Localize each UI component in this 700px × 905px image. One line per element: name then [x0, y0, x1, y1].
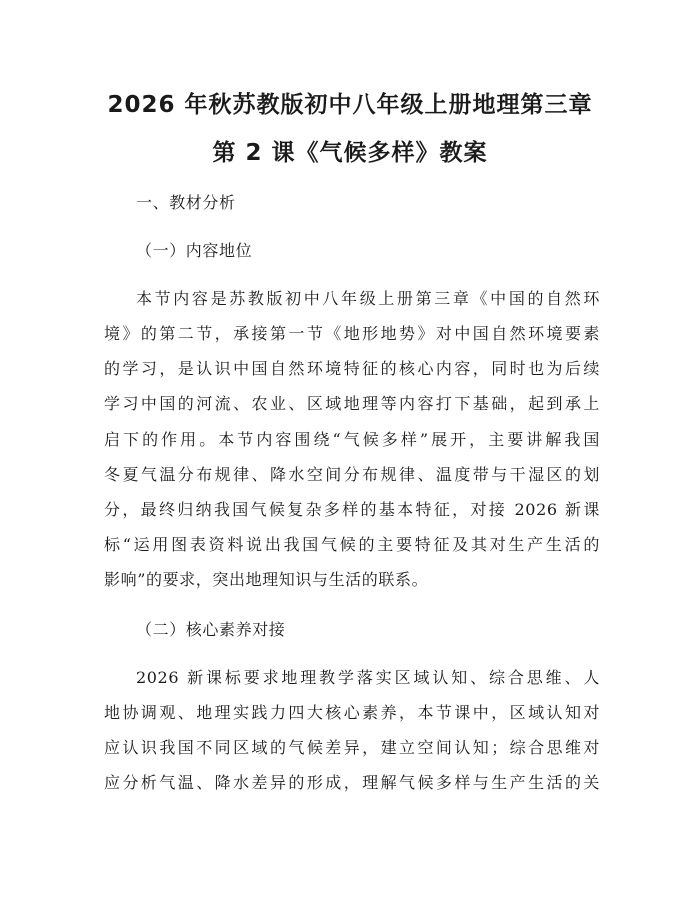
paragraph-line: 的学习，是认识中国自然环境特征的核心内容，同时也为后续 — [104, 359, 600, 378]
paragraph-line: 地协调观、地理实践力四大核心素养，本节课中，区域认知对 — [104, 703, 600, 722]
paragraph-line: 冬夏气温分布规律、降水空间分布规律、温度带与干湿区的划 — [104, 465, 600, 484]
subsection-heading-content-position: （一）内容地位 — [136, 241, 253, 260]
section-heading-textbook-analysis: 一、教材分析 — [136, 193, 236, 212]
subsection-heading-core-literacy: （二）核心素养对接 — [136, 620, 286, 639]
document-title-line2: 第 2 课《气候多样》教案 — [212, 140, 488, 166]
paragraph-line: 分，最终归纳我国气候复杂多样的基本特征，对接 2026 新课 — [104, 500, 600, 519]
document-title-line1: 2026 年秋苏教版初中八年级上册地理第三章 — [107, 92, 593, 118]
paragraph-line: 本节内容是苏教版初中八年级上册第三章《中国的自然环 — [136, 289, 600, 308]
paragraph-line: 境》的第二节，承接第一节《地形地势》对中国自然环境要素 — [104, 324, 600, 343]
paragraph-line: 学习中国的河流、农业、区域地理等内容打下基础，起到承上 — [104, 394, 600, 413]
paragraph-line: 应认识我国不同区域的气候差异，建立空间认知；综合思维对 — [104, 738, 600, 757]
paragraph-line: 启下的作用。本节内容围绕“气候多样”展开，主要讲解我国 — [104, 430, 600, 449]
paragraph-line: 标“运用图表资料说出我国气候的主要特征及其对生产生活的 — [104, 535, 600, 554]
paragraph-line: 应分析气温、降水差异的形成，理解气候多样与生产生活的关 — [104, 773, 600, 792]
paragraph-line: 影响”的要求，突出地理知识与生活的联系。 — [104, 570, 429, 589]
paragraph-line: 2026 新课标要求地理教学落实区域认知、综合思维、人 — [136, 668, 600, 687]
